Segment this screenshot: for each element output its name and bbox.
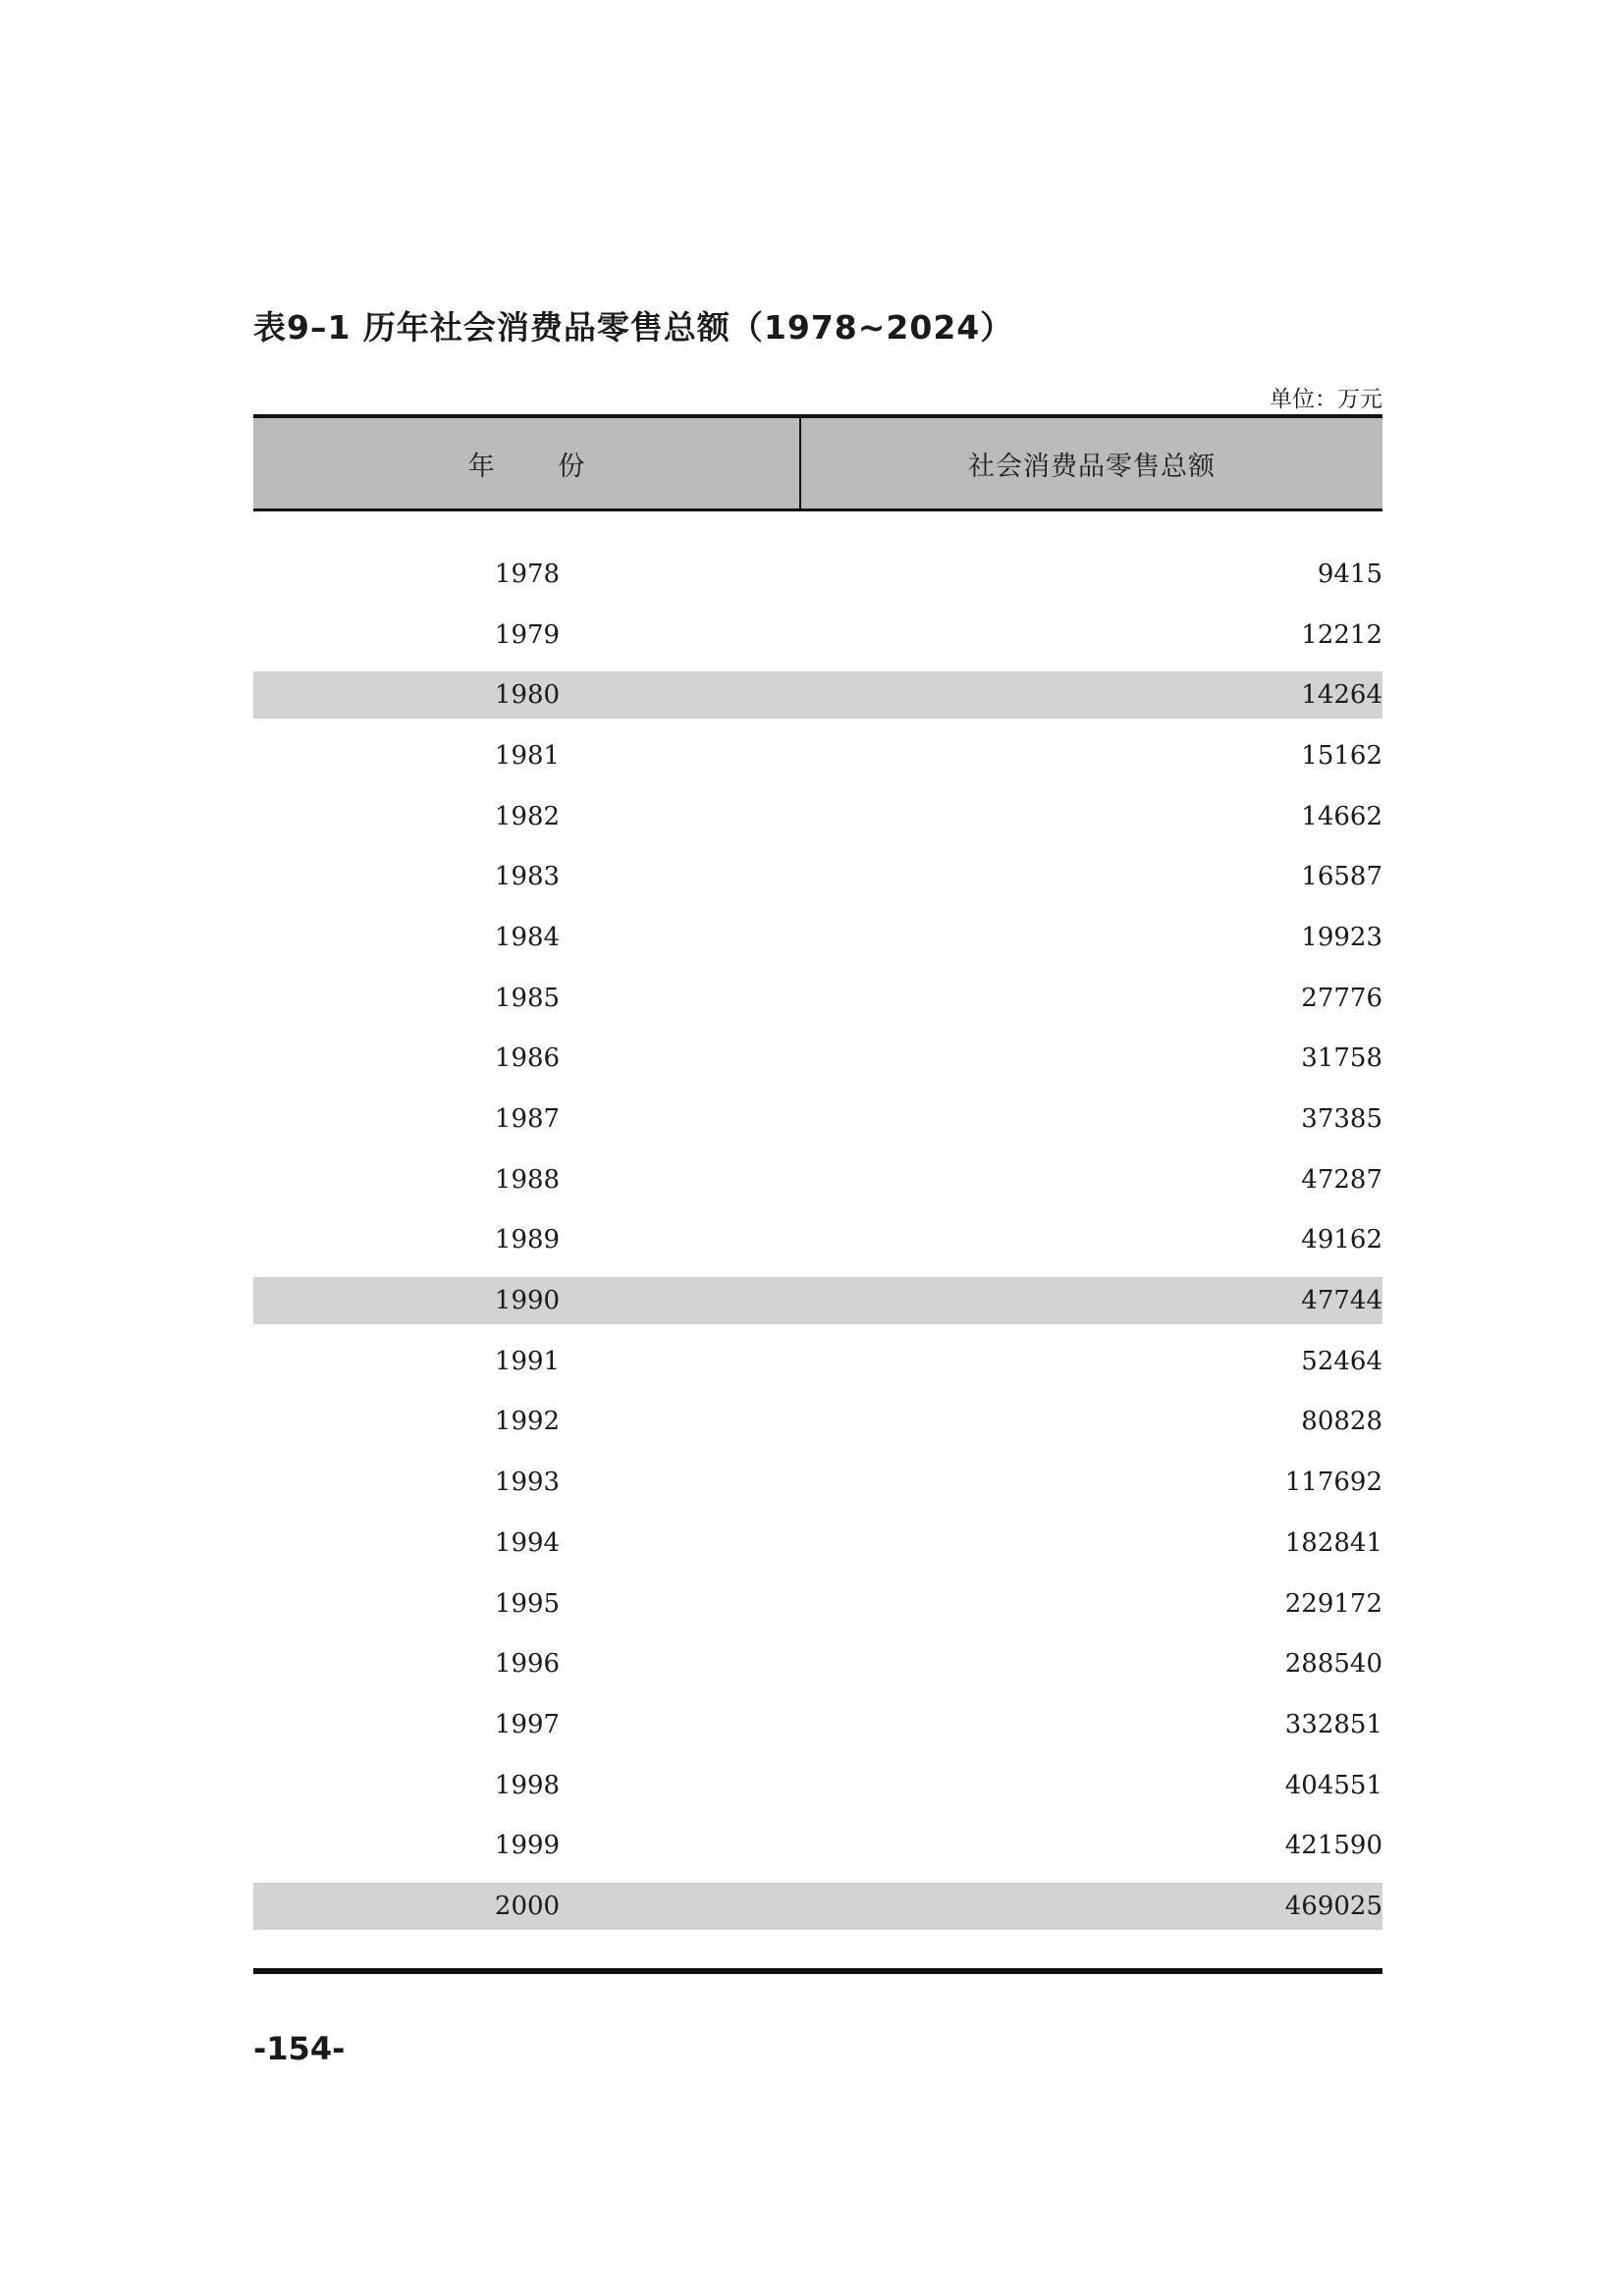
- year-cell: 1988: [494, 1164, 561, 1195]
- retail-sales-table: [253, 414, 1382, 1937]
- table-row: [253, 544, 1382, 605]
- year-cell: 1985: [494, 983, 561, 1013]
- retail-sales-cell: [801, 1649, 1382, 1679]
- year-cell: 1999: [494, 1831, 561, 1861]
- retail-sales-value: 229172: [1284, 1588, 1382, 1619]
- retail-sales-cell: [801, 1043, 1382, 1073]
- retail-sales-value: 421590: [1284, 1831, 1382, 1861]
- retail-sales-value: 19923: [1301, 922, 1382, 952]
- retail-sales-value: 52464: [1301, 1346, 1382, 1376]
- year-cell: 1982: [494, 801, 561, 831]
- retail-sales-cell: [801, 680, 1382, 710]
- retail-sales-value: 16587: [1301, 862, 1382, 892]
- retail-sales-value: 47287: [1301, 1164, 1382, 1195]
- retail-sales-value: 288540: [1284, 1649, 1382, 1680]
- year-cell: 1983: [494, 862, 561, 892]
- header-year: 年 份: [253, 418, 801, 508]
- table-row: [253, 907, 1382, 968]
- table-row: [253, 786, 1382, 847]
- retail-sales-cell: [801, 1468, 1382, 1497]
- retail-sales-value: 12212: [1301, 619, 1382, 650]
- retail-sales-cell: [801, 1165, 1382, 1195]
- unit-label: 单位：万元: [1270, 387, 1382, 412]
- year-cell: 1989: [494, 1225, 561, 1255]
- retail-sales-value: 27776: [1301, 983, 1382, 1013]
- retail-sales-cell: [801, 1347, 1382, 1376]
- table-row: [253, 1029, 1382, 1090]
- year-cell: 1991: [494, 1346, 561, 1376]
- table-row: [253, 671, 1382, 719]
- table-row: [253, 1574, 1382, 1634]
- year-cell: 2000: [494, 1891, 561, 1921]
- year-cell: 1994: [494, 1527, 561, 1558]
- table-body: [253, 544, 1382, 1930]
- retail-sales-value: 47744: [1301, 1286, 1382, 1316]
- table-row: [253, 1210, 1382, 1271]
- retail-sales-value: 182841: [1284, 1527, 1382, 1558]
- retail-sales-value: 14662: [1301, 801, 1382, 831]
- retail-sales-value: 9415: [1317, 559, 1382, 589]
- retail-sales-cell: [801, 862, 1382, 891]
- year-cell: 1998: [494, 1770, 561, 1800]
- retail-sales-cell: [801, 1407, 1382, 1436]
- retail-sales-cell: [801, 560, 1382, 589]
- table-row: [253, 846, 1382, 907]
- table-row: [253, 968, 1382, 1029]
- table-row: [253, 1331, 1382, 1392]
- year-cell: 1979: [494, 619, 561, 650]
- retail-sales-value: 31758: [1301, 1043, 1382, 1074]
- year-cell: 1987: [494, 1104, 561, 1135]
- year-cell: 1996: [494, 1649, 561, 1680]
- retail-sales-cell: [801, 1892, 1382, 1921]
- table-row: [253, 1883, 1382, 1930]
- retail-sales-cell: [801, 923, 1382, 952]
- table-row: [253, 1452, 1382, 1513]
- retail-sales-cell: [801, 984, 1382, 1013]
- header-retail-sales: 社会消费品零售总额: [968, 451, 1216, 482]
- bottom-rule: [253, 1968, 1382, 1974]
- page-number: -154-: [253, 2030, 346, 2067]
- retail-sales-cell: [801, 802, 1382, 831]
- retail-sales-cell: [801, 620, 1382, 650]
- year-cell: 1990: [494, 1286, 561, 1316]
- table-row: [253, 1755, 1382, 1816]
- year-cell: 1992: [494, 1407, 561, 1437]
- year-cell: 1997: [494, 1709, 561, 1739]
- table-row: [253, 1633, 1382, 1694]
- retail-sales-value: 37385: [1301, 1104, 1382, 1135]
- retail-sales-cell: [801, 1589, 1382, 1619]
- retail-sales-cell: [801, 1771, 1382, 1800]
- retail-sales-value: 80828: [1301, 1407, 1382, 1437]
- table-row: [253, 605, 1382, 666]
- year-cell: 1984: [494, 922, 561, 952]
- table-row: [253, 1513, 1382, 1574]
- table-row: [253, 1392, 1382, 1453]
- retail-sales-value: 15162: [1301, 740, 1382, 771]
- table-row: [253, 1277, 1382, 1324]
- retail-sales-value: 117692: [1284, 1468, 1382, 1498]
- table-row: [253, 1694, 1382, 1755]
- retail-sales-cell: [801, 1710, 1382, 1739]
- retail-sales-value: 332851: [1284, 1709, 1382, 1739]
- retail-sales-cell: [801, 1528, 1382, 1558]
- year-cell: 1995: [494, 1588, 561, 1619]
- retail-sales-cell: [801, 1286, 1382, 1315]
- table-row: [253, 725, 1382, 786]
- retail-sales-cell: [801, 1831, 1382, 1860]
- year-cell: 1981: [494, 740, 561, 771]
- table-title: 表9–1 历年社会消费品零售总额（1978~2024）: [253, 308, 1014, 347]
- retail-sales-cell: [801, 1225, 1382, 1255]
- year-cell: 1986: [494, 1043, 561, 1074]
- retail-sales-cell: [801, 741, 1382, 771]
- table-row: [253, 1815, 1382, 1876]
- table-row: [253, 1089, 1382, 1149]
- table-row: [253, 1149, 1382, 1210]
- year-cell: 1993: [494, 1468, 561, 1498]
- retail-sales-cell: [801, 1104, 1382, 1134]
- retail-sales-value: 49162: [1301, 1225, 1382, 1255]
- retail-sales-value: 14264: [1301, 680, 1382, 711]
- retail-sales-value: 469025: [1284, 1891, 1382, 1921]
- year-cell: 1978: [494, 559, 561, 589]
- retail-sales-value: 404551: [1284, 1770, 1382, 1800]
- year-cell: 1980: [494, 680, 561, 711]
- table-header: [253, 414, 1382, 511]
